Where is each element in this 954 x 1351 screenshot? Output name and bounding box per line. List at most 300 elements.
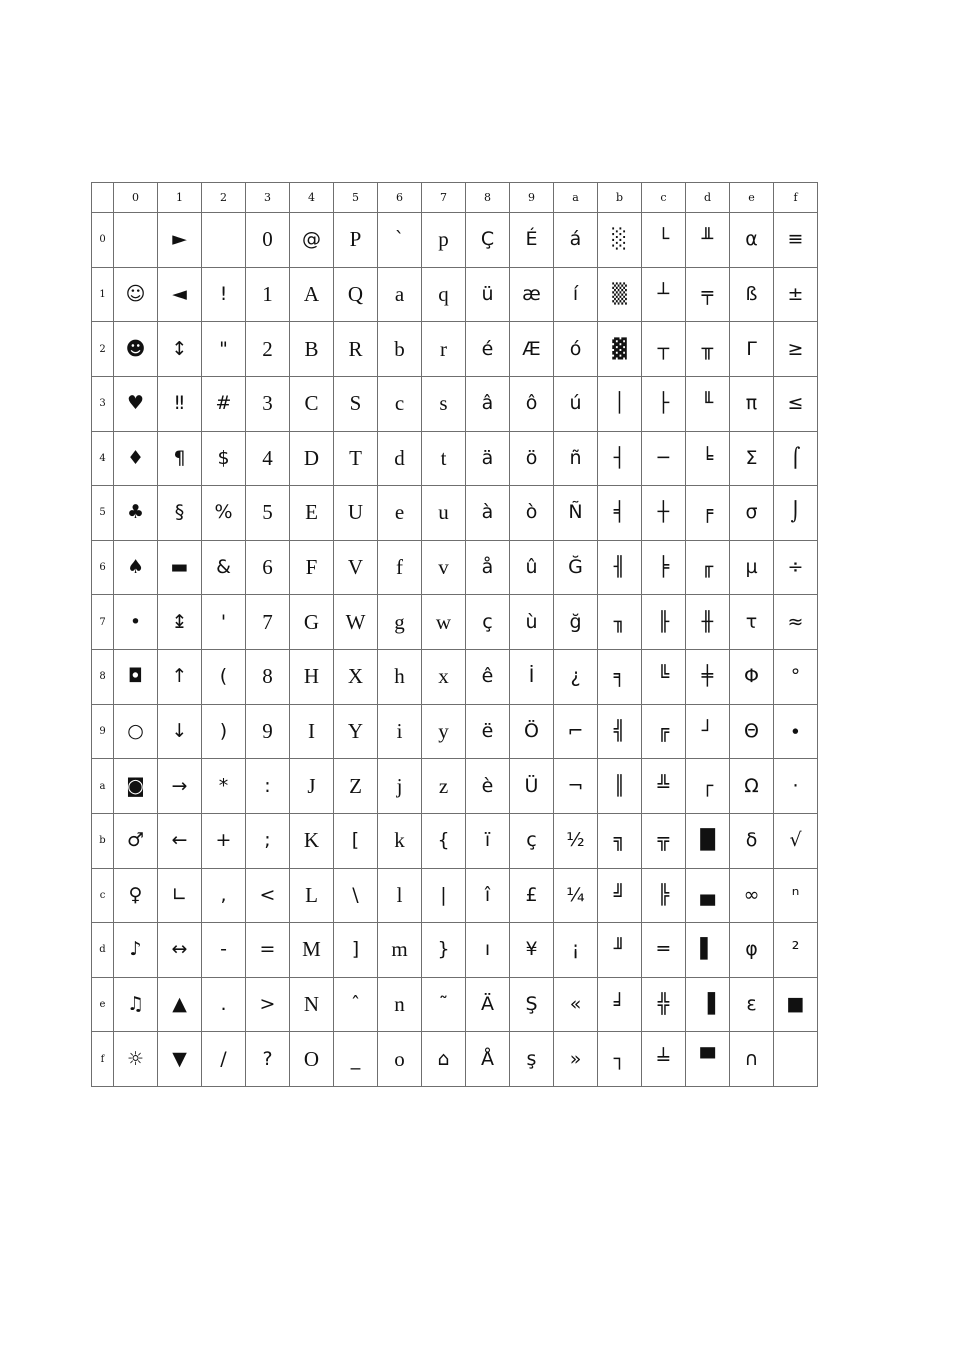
- char-cell-93: 9: [246, 704, 290, 759]
- char-cell-b5: [: [334, 813, 378, 868]
- char-cell-cf: ⁿ: [774, 868, 818, 923]
- char-cell-91: ↓: [158, 704, 202, 759]
- char-cell-9b: ╣: [598, 704, 642, 759]
- column-header-6: 6: [378, 183, 422, 213]
- char-cell-d7: }: [422, 923, 466, 978]
- char-cell-b0: ♂: [114, 813, 158, 868]
- char-cell-af: ·: [774, 759, 818, 814]
- char-cell-21: ↕: [158, 322, 202, 377]
- char-cell-e6: n: [378, 977, 422, 1032]
- char-cell-10: ☺: [114, 267, 158, 322]
- char-cell-55: U: [334, 486, 378, 541]
- char-cell-96: i: [378, 704, 422, 759]
- char-cell-5c: ┼: [642, 486, 686, 541]
- char-cell-81: ↑: [158, 650, 202, 705]
- char-cell-17: q: [422, 267, 466, 322]
- row-header-3: 3: [92, 376, 114, 431]
- char-cell-4e: Σ: [730, 431, 774, 486]
- column-header-d: d: [686, 183, 730, 213]
- char-cell-3e: π: [730, 376, 774, 431]
- char-cell-c6: l: [378, 868, 422, 923]
- char-cell-fe: ∩: [730, 1032, 774, 1087]
- char-cell-5b: ╡: [598, 486, 642, 541]
- char-cell-41: ¶: [158, 431, 202, 486]
- char-cell-aa: ¬: [554, 759, 598, 814]
- char-cell-64: F: [290, 540, 334, 595]
- char-cell-13: 1: [246, 267, 290, 322]
- char-cell-bf: √: [774, 813, 818, 868]
- char-cell-8f: °: [774, 650, 818, 705]
- char-cell-a3: :: [246, 759, 290, 814]
- char-cell-54: E: [290, 486, 334, 541]
- char-cell-05: P: [334, 213, 378, 268]
- char-cell-fd: ▀: [686, 1032, 730, 1087]
- char-cell-14: A: [290, 267, 334, 322]
- char-cell-df: ²: [774, 923, 818, 978]
- char-cell-71: ↨: [158, 595, 202, 650]
- char-cell-ca: ¼: [554, 868, 598, 923]
- char-cell-24: B: [290, 322, 334, 377]
- char-cell-c3: <: [246, 868, 290, 923]
- char-cell-fb: ┐: [598, 1032, 642, 1087]
- char-cell-cb: ╝: [598, 868, 642, 923]
- char-cell-75: W: [334, 595, 378, 650]
- char-cell-ed: ▐: [686, 977, 730, 1032]
- char-cell-08: Ç: [466, 213, 510, 268]
- char-cell-2e: Γ: [730, 322, 774, 377]
- char-cell-34: C: [290, 376, 334, 431]
- char-cell-12: !: [202, 267, 246, 322]
- char-cell-32: #: [202, 376, 246, 431]
- char-cell-1c: ┴: [642, 267, 686, 322]
- char-cell-0d: ╨: [686, 213, 730, 268]
- char-cell-e0: ♫: [114, 977, 158, 1032]
- char-cell-c5: \: [334, 868, 378, 923]
- table-row: [92, 923, 818, 978]
- char-cell-09: É: [510, 213, 554, 268]
- char-cell-2b: ▓: [598, 322, 642, 377]
- char-cell-58: à: [466, 486, 510, 541]
- char-cell-40: ♦: [114, 431, 158, 486]
- char-cell-6d: ╓: [686, 540, 730, 595]
- column-header-b: b: [598, 183, 642, 213]
- char-cell-8e: Φ: [730, 650, 774, 705]
- row-header-c: c: [92, 868, 114, 923]
- column-header-0: 0: [114, 183, 158, 213]
- row-header-d: d: [92, 923, 114, 978]
- row-header-8: 8: [92, 650, 114, 705]
- char-cell-e4: N: [290, 977, 334, 1032]
- char-cell-28: é: [466, 322, 510, 377]
- table-row: [92, 759, 818, 814]
- column-header-7: 7: [422, 183, 466, 213]
- char-cell-f8: Å: [466, 1032, 510, 1087]
- char-cell-1b: ▒: [598, 267, 642, 322]
- char-cell-d5: ]: [334, 923, 378, 978]
- char-cell-90: ○: [114, 704, 158, 759]
- char-cell-30: ♥: [114, 376, 158, 431]
- row-header-6: 6: [92, 540, 114, 595]
- char-cell-59: ò: [510, 486, 554, 541]
- column-header-4: 4: [290, 183, 334, 213]
- char-cell-f0: ☼: [114, 1032, 158, 1087]
- char-cell-d0: ♪: [114, 923, 158, 978]
- char-cell-94: I: [290, 704, 334, 759]
- char-cell-ab: ║: [598, 759, 642, 814]
- char-cell-66: f: [378, 540, 422, 595]
- char-cell-1f: ±: [774, 267, 818, 322]
- char-cell-a0: ◙: [114, 759, 158, 814]
- char-cell-ea: «: [554, 977, 598, 1032]
- char-cell-47: t: [422, 431, 466, 486]
- table-row: [92, 1032, 818, 1087]
- char-cell-cc: ╠: [642, 868, 686, 923]
- char-cell-49: ö: [510, 431, 554, 486]
- column-header-a: a: [554, 183, 598, 213]
- row-header-2: 2: [92, 322, 114, 377]
- char-cell-22: ": [202, 322, 246, 377]
- char-cell-d9: ¥: [510, 923, 554, 978]
- char-cell-26: b: [378, 322, 422, 377]
- char-cell-04: @: [290, 213, 334, 268]
- char-cell-15: Q: [334, 267, 378, 322]
- char-cell-99: Ö: [510, 704, 554, 759]
- char-cell-61: ▬: [158, 540, 202, 595]
- char-cell-45: T: [334, 431, 378, 486]
- char-cell-72: ': [202, 595, 246, 650]
- char-cell-b3: ;: [246, 813, 290, 868]
- char-cell-2d: ╥: [686, 322, 730, 377]
- char-cell-3b: │: [598, 376, 642, 431]
- char-cell-20: ☻: [114, 322, 158, 377]
- char-cell-c4: L: [290, 868, 334, 923]
- char-cell-2c: ┬: [642, 322, 686, 377]
- column-header-e: e: [730, 183, 774, 213]
- char-cell-29: Æ: [510, 322, 554, 377]
- char-cell-0b: ░: [598, 213, 642, 268]
- char-cell-de: φ: [730, 923, 774, 978]
- char-cell-d6: m: [378, 923, 422, 978]
- char-cell-62: &: [202, 540, 246, 595]
- table-row: [92, 704, 818, 759]
- char-cell-c0: ♀: [114, 868, 158, 923]
- char-cell-3d: ╙: [686, 376, 730, 431]
- table-row: [92, 540, 818, 595]
- char-cell-5f: ⌡: [774, 486, 818, 541]
- column-header-8: 8: [466, 183, 510, 213]
- char-cell-ce: ∞: [730, 868, 774, 923]
- char-cell-f4: O: [290, 1032, 334, 1087]
- char-cell-67: v: [422, 540, 466, 595]
- table-row: [92, 376, 818, 431]
- char-cell-b7: {: [422, 813, 466, 868]
- char-cell-d8: ı: [466, 923, 510, 978]
- char-cell-31: ‼: [158, 376, 202, 431]
- char-cell-4d: ╘: [686, 431, 730, 486]
- char-cell-1e: ß: [730, 267, 774, 322]
- char-cell-52: %: [202, 486, 246, 541]
- char-cell-4b: ┤: [598, 431, 642, 486]
- char-cell-9a: ⌐: [554, 704, 598, 759]
- char-cell-c7: |: [422, 868, 466, 923]
- char-cell-d1: ↔: [158, 923, 202, 978]
- char-cell-73: 7: [246, 595, 290, 650]
- char-cell-3c: ├: [642, 376, 686, 431]
- char-cell-38: â: [466, 376, 510, 431]
- row-header-a: a: [92, 759, 114, 814]
- column-header-row: [92, 183, 818, 213]
- table-row: [92, 650, 818, 705]
- char-cell-9f: ∙: [774, 704, 818, 759]
- char-cell-82: (: [202, 650, 246, 705]
- char-cell-80: ◘: [114, 650, 158, 705]
- char-cell-b8: ï: [466, 813, 510, 868]
- char-cell-6b: ╢: [598, 540, 642, 595]
- char-cell-a7: z: [422, 759, 466, 814]
- char-cell-ff: [774, 1032, 818, 1087]
- char-cell-06: `: [378, 213, 422, 268]
- char-cell-00: [114, 213, 158, 268]
- char-cell-37: s: [422, 376, 466, 431]
- row-header-7: 7: [92, 595, 114, 650]
- char-cell-5a: Ñ: [554, 486, 598, 541]
- character-code-table: [91, 182, 818, 1087]
- table-row: [92, 213, 818, 268]
- char-cell-f1: ▼: [158, 1032, 202, 1087]
- char-cell-44: D: [290, 431, 334, 486]
- char-cell-a9: Ü: [510, 759, 554, 814]
- char-cell-97: y: [422, 704, 466, 759]
- char-cell-a8: è: [466, 759, 510, 814]
- char-cell-0c: └: [642, 213, 686, 268]
- char-cell-2a: ó: [554, 322, 598, 377]
- char-cell-e2: .: [202, 977, 246, 1032]
- char-cell-d2: -: [202, 923, 246, 978]
- char-cell-bc: ╦: [642, 813, 686, 868]
- char-cell-56: e: [378, 486, 422, 541]
- char-cell-ac: ╩: [642, 759, 686, 814]
- corner-cell: [92, 183, 114, 213]
- char-cell-ba: ½: [554, 813, 598, 868]
- char-cell-33: 3: [246, 376, 290, 431]
- char-cell-6e: µ: [730, 540, 774, 595]
- char-cell-70: •: [114, 595, 158, 650]
- char-cell-a2: *: [202, 759, 246, 814]
- char-cell-e7: ˜: [422, 977, 466, 1032]
- char-cell-6f: ÷: [774, 540, 818, 595]
- char-cell-3a: ú: [554, 376, 598, 431]
- char-cell-9e: Θ: [730, 704, 774, 759]
- char-cell-77: w: [422, 595, 466, 650]
- char-cell-92: ): [202, 704, 246, 759]
- char-cell-f2: /: [202, 1032, 246, 1087]
- char-cell-ee: ε: [730, 977, 774, 1032]
- column-header-9: 9: [510, 183, 554, 213]
- table-row: [92, 595, 818, 650]
- char-cell-87: x: [422, 650, 466, 705]
- char-cell-c1: ∟: [158, 868, 202, 923]
- char-cell-8d: ╪: [686, 650, 730, 705]
- char-cell-01: ►: [158, 213, 202, 268]
- row-header-e: e: [92, 977, 114, 1032]
- char-cell-51: §: [158, 486, 202, 541]
- row-header-1: 1: [92, 267, 114, 322]
- char-cell-63: 6: [246, 540, 290, 595]
- char-cell-9d: ┘: [686, 704, 730, 759]
- char-cell-25: R: [334, 322, 378, 377]
- char-cell-c2: ,: [202, 868, 246, 923]
- table-row: [92, 977, 818, 1032]
- char-cell-fc: ╧: [642, 1032, 686, 1087]
- char-cell-e1: ▲: [158, 977, 202, 1032]
- char-cell-9c: ╔: [642, 704, 686, 759]
- char-cell-7f: ≈: [774, 595, 818, 650]
- char-cell-d3: =: [246, 923, 290, 978]
- row-header-b: b: [92, 813, 114, 868]
- char-cell-78: ç: [466, 595, 510, 650]
- char-cell-02: [202, 213, 246, 268]
- char-cell-7c: ╟: [642, 595, 686, 650]
- char-cell-74: G: [290, 595, 334, 650]
- char-cell-3f: ≤: [774, 376, 818, 431]
- char-cell-69: û: [510, 540, 554, 595]
- char-cell-88: ê: [466, 650, 510, 705]
- char-cell-76: g: [378, 595, 422, 650]
- char-cell-18: ü: [466, 267, 510, 322]
- char-cell-7d: ╫: [686, 595, 730, 650]
- char-cell-98: ë: [466, 704, 510, 759]
- char-cell-f6: o: [378, 1032, 422, 1087]
- char-cell-1d: ╤: [686, 267, 730, 322]
- char-cell-53: 5: [246, 486, 290, 541]
- char-cell-4c: ─: [642, 431, 686, 486]
- char-cell-57: u: [422, 486, 466, 541]
- char-cell-4a: ñ: [554, 431, 598, 486]
- char-cell-e8: Ä: [466, 977, 510, 1032]
- char-cell-eb: ╛: [598, 977, 642, 1032]
- char-cell-7a: ğ: [554, 595, 598, 650]
- char-cell-35: S: [334, 376, 378, 431]
- char-cell-b4: K: [290, 813, 334, 868]
- char-cell-b9: ç: [510, 813, 554, 868]
- row-header-f: f: [92, 1032, 114, 1087]
- char-cell-39: ô: [510, 376, 554, 431]
- char-cell-5e: σ: [730, 486, 774, 541]
- char-cell-ef: ■: [774, 977, 818, 1032]
- column-header-5: 5: [334, 183, 378, 213]
- char-cell-c9: £: [510, 868, 554, 923]
- char-cell-2f: ≥: [774, 322, 818, 377]
- char-cell-7b: ╖: [598, 595, 642, 650]
- char-cell-6c: ╞: [642, 540, 686, 595]
- char-cell-dc: ═: [642, 923, 686, 978]
- row-header-4: 4: [92, 431, 114, 486]
- char-cell-f5: _: [334, 1032, 378, 1087]
- char-cell-89: İ: [510, 650, 554, 705]
- char-cell-ae: Ω: [730, 759, 774, 814]
- char-cell-dd: ▌: [686, 923, 730, 978]
- row-header-0: 0: [92, 213, 114, 268]
- char-cell-43: 4: [246, 431, 290, 486]
- char-cell-f7: ⌂: [422, 1032, 466, 1087]
- char-cell-be: δ: [730, 813, 774, 868]
- char-cell-8a: ¿: [554, 650, 598, 705]
- char-cell-bd: █: [686, 813, 730, 868]
- char-cell-f9: ş: [510, 1032, 554, 1087]
- char-cell-68: å: [466, 540, 510, 595]
- char-cell-8c: ╚: [642, 650, 686, 705]
- char-cell-cd: ▄: [686, 868, 730, 923]
- char-cell-95: Y: [334, 704, 378, 759]
- char-cell-23: 2: [246, 322, 290, 377]
- char-cell-0e: α: [730, 213, 774, 268]
- char-cell-42: $: [202, 431, 246, 486]
- char-cell-85: X: [334, 650, 378, 705]
- char-cell-da: ¡: [554, 923, 598, 978]
- char-cell-1a: í: [554, 267, 598, 322]
- char-cell-d4: M: [290, 923, 334, 978]
- char-cell-a5: Z: [334, 759, 378, 814]
- char-cell-48: ä: [466, 431, 510, 486]
- char-cell-e3: >: [246, 977, 290, 1032]
- char-cell-86: h: [378, 650, 422, 705]
- char-cell-b1: ←: [158, 813, 202, 868]
- char-cell-ad: ┌: [686, 759, 730, 814]
- char-cell-8b: ╕: [598, 650, 642, 705]
- char-cell-16: a: [378, 267, 422, 322]
- table-row: [92, 813, 818, 868]
- char-cell-65: V: [334, 540, 378, 595]
- char-cell-f3: ?: [246, 1032, 290, 1087]
- char-cell-e9: Ş: [510, 977, 554, 1032]
- column-header-f: f: [774, 183, 818, 213]
- char-cell-b6: k: [378, 813, 422, 868]
- char-cell-5d: ╒: [686, 486, 730, 541]
- char-cell-60: ♠: [114, 540, 158, 595]
- char-cell-fa: »: [554, 1032, 598, 1087]
- char-cell-84: H: [290, 650, 334, 705]
- char-cell-36: c: [378, 376, 422, 431]
- char-cell-19: æ: [510, 267, 554, 322]
- char-cell-6a: Ğ: [554, 540, 598, 595]
- char-cell-db: ╜: [598, 923, 642, 978]
- char-cell-c8: î: [466, 868, 510, 923]
- table-body: [92, 213, 818, 1087]
- char-cell-11: ◄: [158, 267, 202, 322]
- table-row: [92, 322, 818, 377]
- table-row: [92, 431, 818, 486]
- char-cell-b2: +: [202, 813, 246, 868]
- char-cell-a4: J: [290, 759, 334, 814]
- char-cell-46: d: [378, 431, 422, 486]
- char-cell-a1: →: [158, 759, 202, 814]
- table-row: [92, 267, 818, 322]
- column-header-3: 3: [246, 183, 290, 213]
- table-row: [92, 486, 818, 541]
- char-cell-83: 8: [246, 650, 290, 705]
- char-cell-a6: j: [378, 759, 422, 814]
- char-cell-0a: á: [554, 213, 598, 268]
- char-cell-07: p: [422, 213, 466, 268]
- column-header-1: 1: [158, 183, 202, 213]
- column-header-2: 2: [202, 183, 246, 213]
- char-cell-03: 0: [246, 213, 290, 268]
- column-header-c: c: [642, 183, 686, 213]
- char-cell-50: ♣: [114, 486, 158, 541]
- row-header-5: 5: [92, 486, 114, 541]
- char-cell-0f: ≡: [774, 213, 818, 268]
- row-header-9: 9: [92, 704, 114, 759]
